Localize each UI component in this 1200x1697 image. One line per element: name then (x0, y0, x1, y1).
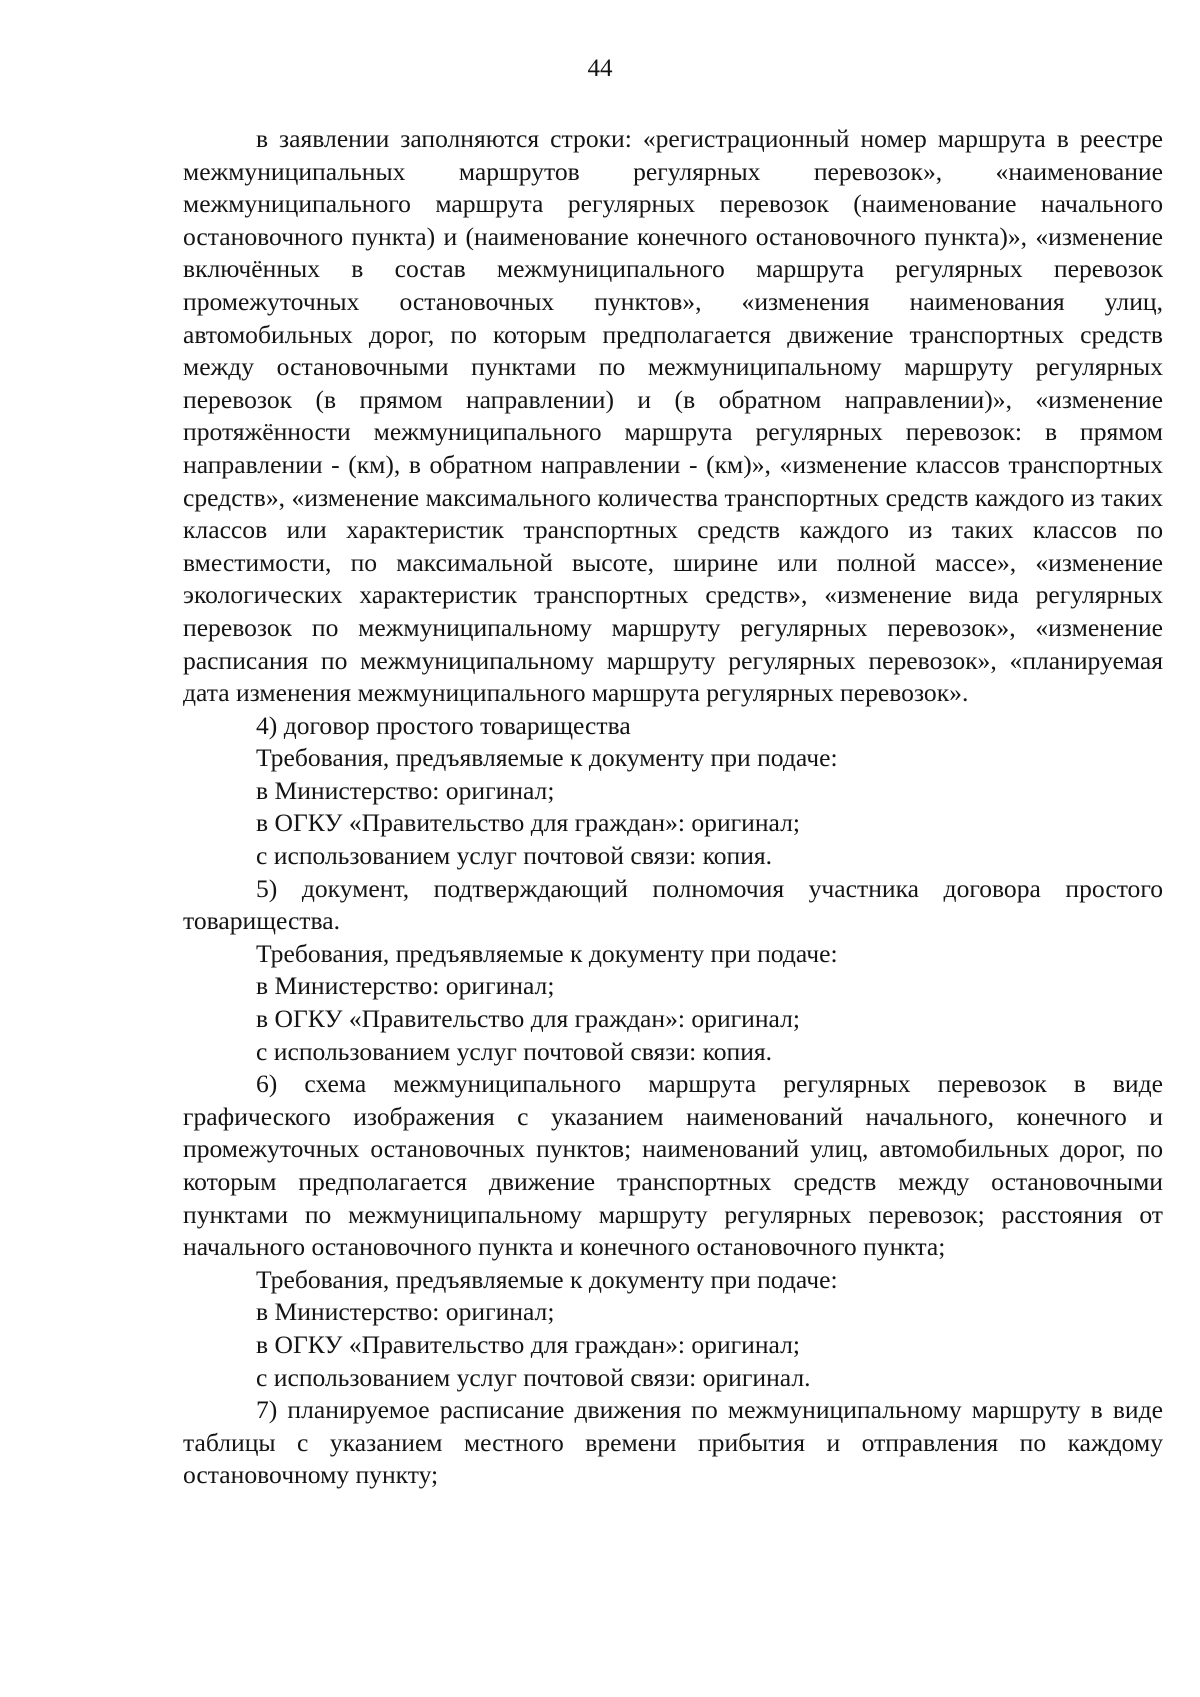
requirement-postal: с использованием услуг почтовой связи: копия. (256, 1036, 773, 1066)
requirement-postal: с использованием услуг почтовой связи: копия. (256, 841, 773, 871)
page-number: 44 (587, 55, 613, 82)
list-item-5-authority-document: 5) документ, подтверждающий полномочия участника договора простого товарищества. (183, 873, 1163, 936)
list-item-4-partnership-agreement: 4) договор простого товарищества (256, 710, 631, 740)
paragraph-application-lines: в заявлении заполняются строки: «регистрационный номер маршрута в реестре межмуниципальных маршрутов регулярных перевозок», «наименование межмуниципального маршрута регулярных перевозок (наименование начального остановочного пункта) и (наименование конечного остановочного пункта)», «изменение включённых в состав межмуниципального маршрута регулярных перевозок промежуточных остановочных пунктов», «изменения наименования улиц, автомобильных дорог, по которым предполагается движение транспортных средств между остановочными пунктами по межмуниципальному маршруту регулярных перевозок (в прямом направлении) и (в обратном направлении)», «изменение протяжённости межмуниципального маршрута регулярных перевозок: в прямом направлении - (км), в обратном направлении - (км)», «изменение классов транспортных средств», «изменение максимального количества транспортных средств каждого из таких классов или характеристик транспортных средств каждого из таких классов по вместимости, по максимальной высоте, ширине или полной массе», «изменение экологических характеристик транспортных средств», «изменение вида регулярных перевозок по межмуниципальному маршруту регулярных перевозок», «изменение расписания по межмуниципальному маршруту регулярных перевозок», «планируемая дата изменения межмуниципального маршрута регулярных перевозок». (183, 124, 1163, 708)
requirements-heading: Требования, предъявляемые к документу при подаче: (256, 743, 838, 773)
requirements-heading: Требования, предъявляемые к документу при подаче: (256, 938, 838, 968)
document-body (183, 123, 1163, 1492)
requirement-ogku: в ОГКУ «Правительство для граждан»: оригинал; (256, 1004, 801, 1034)
requirement-ministry: в Министерство: оригинал; (256, 775, 555, 805)
requirement-ogku: в ОГКУ «Правительство для граждан»: оригинал; (256, 808, 801, 838)
list-item-6-route-scheme: 6) схема межмуниципального маршрута регулярных перевозок в виде графического изображения с указанием наименований начального, конечного и промежуточных остановочных пунктов; наименований улиц, автомобильных дорог, по которым предполагается движение транспортных средств между остановочными пунктами по межмуниципальному маршруту регулярных перевозок; расстояния от начального остановочного пункта и конечного остановочного пункта; (183, 1069, 1163, 1262)
list-item-7-schedule: 7) планируемое расписание движения по межмуниципальному маршруту в виде таблицы с указанием местного времени прибытия и отправления по каждому остановочному пункту; (183, 1395, 1163, 1490)
requirement-postal: с использованием услуг почтовой связи: оригинал. (256, 1362, 811, 1392)
requirement-ogku: в ОГКУ «Правительство для граждан»: оригинал; (256, 1329, 801, 1359)
requirements-heading: Требования, предъявляемые к документу при подаче: (256, 1264, 838, 1294)
requirement-ministry: в Министерство: оригинал; (256, 971, 555, 1001)
requirement-ministry: в Министерство: оригинал; (256, 1297, 555, 1327)
